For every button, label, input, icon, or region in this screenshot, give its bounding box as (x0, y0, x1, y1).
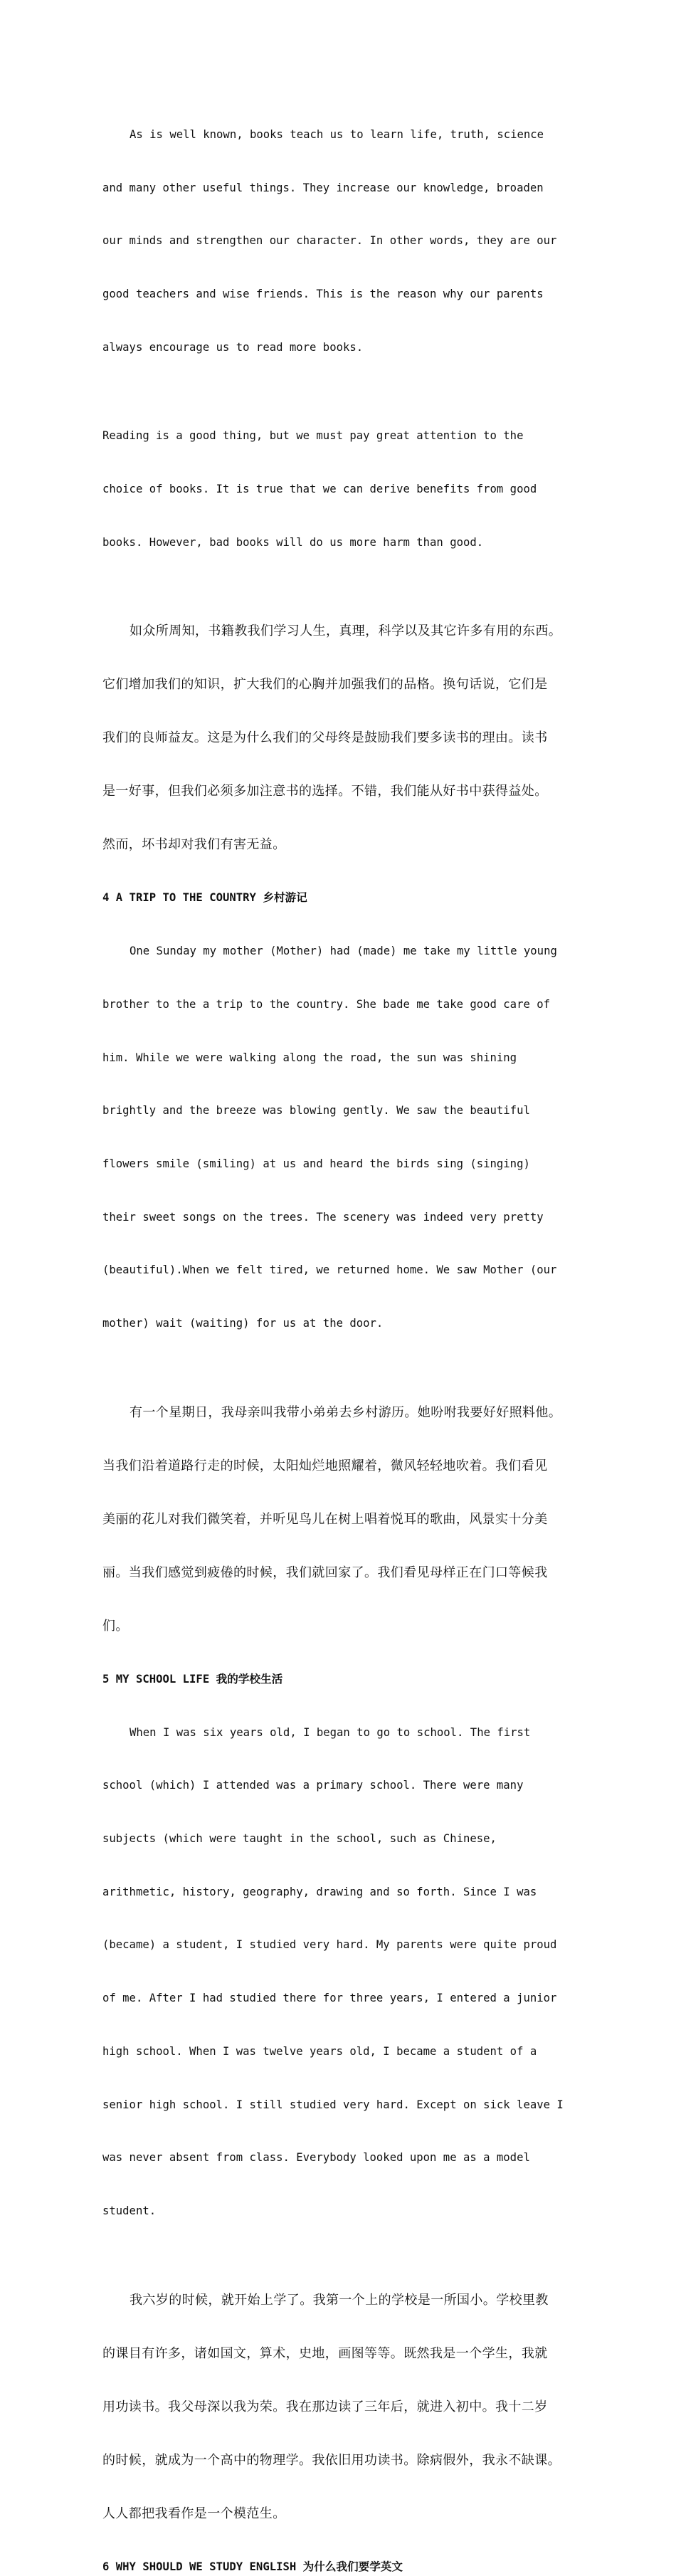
text-line: 美丽的花儿对我们微笑着，并听见鸟儿在树上唱着悦耳的歌曲，风景实十分美 (102, 1511, 548, 1527)
text-line: When I was six years old, I began to go to school. The first (130, 1725, 531, 1739)
text-line: our minds and strengthen our character. In other words, they are our (102, 234, 557, 248)
text-line: 的时候，就成为一个高中的物理学。我依旧用功读书。除病假外，我永不缺课。 (102, 2452, 561, 2468)
text-line: brightly and the breeze was blowing gently. We saw the beautiful (102, 1104, 530, 1118)
text-line: 用功读书。我父母深以我为荣。我在那边读了三年后，就进入初中。我十二岁 (102, 2399, 548, 2414)
text-line: their sweet songs on the trees. The scenery was indeed very pretty (102, 1210, 544, 1224)
school-paragraph-zh (102, 2256, 579, 2558)
text-line: him. While we were walking along the road, the sun was shining (102, 1051, 517, 1064)
text-line: of me. After I had studied there for three years, I entered a junior (102, 1992, 557, 2005)
text-line: 然而，坏书却对我们有害无益。 (102, 837, 286, 853)
text-line: brother to the a trip to the country. She bade me take good care of (102, 997, 551, 1011)
text-line: student. (102, 2204, 157, 2218)
section-heading-school-life: 5 MY SCHOOL LIFE 我的学校生活 (102, 1672, 283, 1686)
trip-paragraph-zh (102, 1368, 579, 1671)
text-line: 它们增加我们的知识，扩大我们的心胸并加强我们的品格。换句话说，它们是 (102, 677, 548, 693)
text-line: school (which) I attended was a primary school. There were many (102, 1779, 524, 1792)
text-line: 们。 (102, 1618, 129, 1634)
text-line: 人人都把我看作是一个模范生。 (102, 2506, 286, 2521)
text-line: high school. When I was twelve years old, I became a student of a (102, 2044, 537, 2058)
text-line: was never absent from class. Everybody looked upon me as a model (102, 2151, 530, 2165)
reading-paragraph-zh (102, 587, 579, 889)
text-line: 有一个星期日，我母亲叫我带小弟弟去乡村游历。她吩咐我要好好照料他。 (130, 1404, 562, 1420)
text-line: 的课目有许多，诸如国文，算术，史地，画图等等。既然我是一个学生，我就 (102, 2345, 548, 2361)
text-line: 如众所周知，书籍教我们学习人生，真理，科学以及其它许多有用的东西。 (130, 624, 562, 639)
text-line: 我们的良师益友。这是为什么我们的父母终是鼓励我们要多读书的理由。读书 (102, 730, 548, 746)
text-line: Reading is a good thing, but we must pay great attention to the (102, 429, 524, 443)
text-line: As is well known, books teach us to learn life, truth, science (130, 127, 544, 141)
school-paragraph-en (102, 1688, 579, 2256)
text-line: subjects (which were taught in the school, such as Chinese, (102, 1832, 497, 1845)
text-line: books. However, bad books will do us more harm than good. (102, 535, 484, 549)
text-line: and many other useful things. They increase our knowledge, broaden (102, 181, 544, 194)
section-heading-trip: 4 A TRIP TO THE COUNTRY 乡村游记 (102, 891, 307, 905)
text-line: 我六岁的时候，就开始上学了。我第一个上的学校是一所国小。学校里教 (130, 2292, 549, 2308)
text-line: 是一好事，但我们必须多加注意书的选择。不错，我们能从好书中获得益处。 (102, 784, 548, 799)
text-line: flowers smile (smiling) at us and heard the birds sing (singing) (102, 1157, 530, 1170)
section-heading-why-english: 6 WHY SHOULD WE STUDY ENGLISH 为什么我们要学英文 (102, 2560, 403, 2573)
reading-paragraph-en-2 (102, 391, 579, 587)
text-line: (beautiful).When we felt tired, we returned home. We saw Mother (our (102, 1263, 557, 1277)
text-line: (became) a student, I studied very hard. My parents were quite proud (102, 1938, 557, 1952)
text-line: mother) wait (waiting) for us at the door. (102, 1317, 384, 1330)
text-line: 丽。当我们感觉到疲倦的时候，我们就回家了。我们看见母样正在门口等候我 (102, 1565, 548, 1580)
text-line: good teachers and wise friends. This is the reason why our parents (102, 287, 544, 300)
trip-paragraph-en (102, 907, 579, 1368)
text-line: choice of books. It is true that we can derive benefits from good (102, 482, 537, 495)
text-line: One Sunday my mother (Mother) had (made) me take my little young (130, 945, 557, 958)
text-line: always encourage us to read more books. (102, 340, 364, 354)
document-body (102, 90, 579, 2576)
reading-paragraph-en (102, 90, 579, 391)
text-line: 当我们沿着道路行走的时候，太阳灿烂地照耀着，微风轻轻地吹着。我们看见 (102, 1458, 548, 1473)
text-line: arithmetic, history, geography, drawing and so forth. Since I was (102, 1885, 537, 1898)
text-line: senior high school. I still studied very hard. Except on sick leave I (102, 2098, 564, 2111)
